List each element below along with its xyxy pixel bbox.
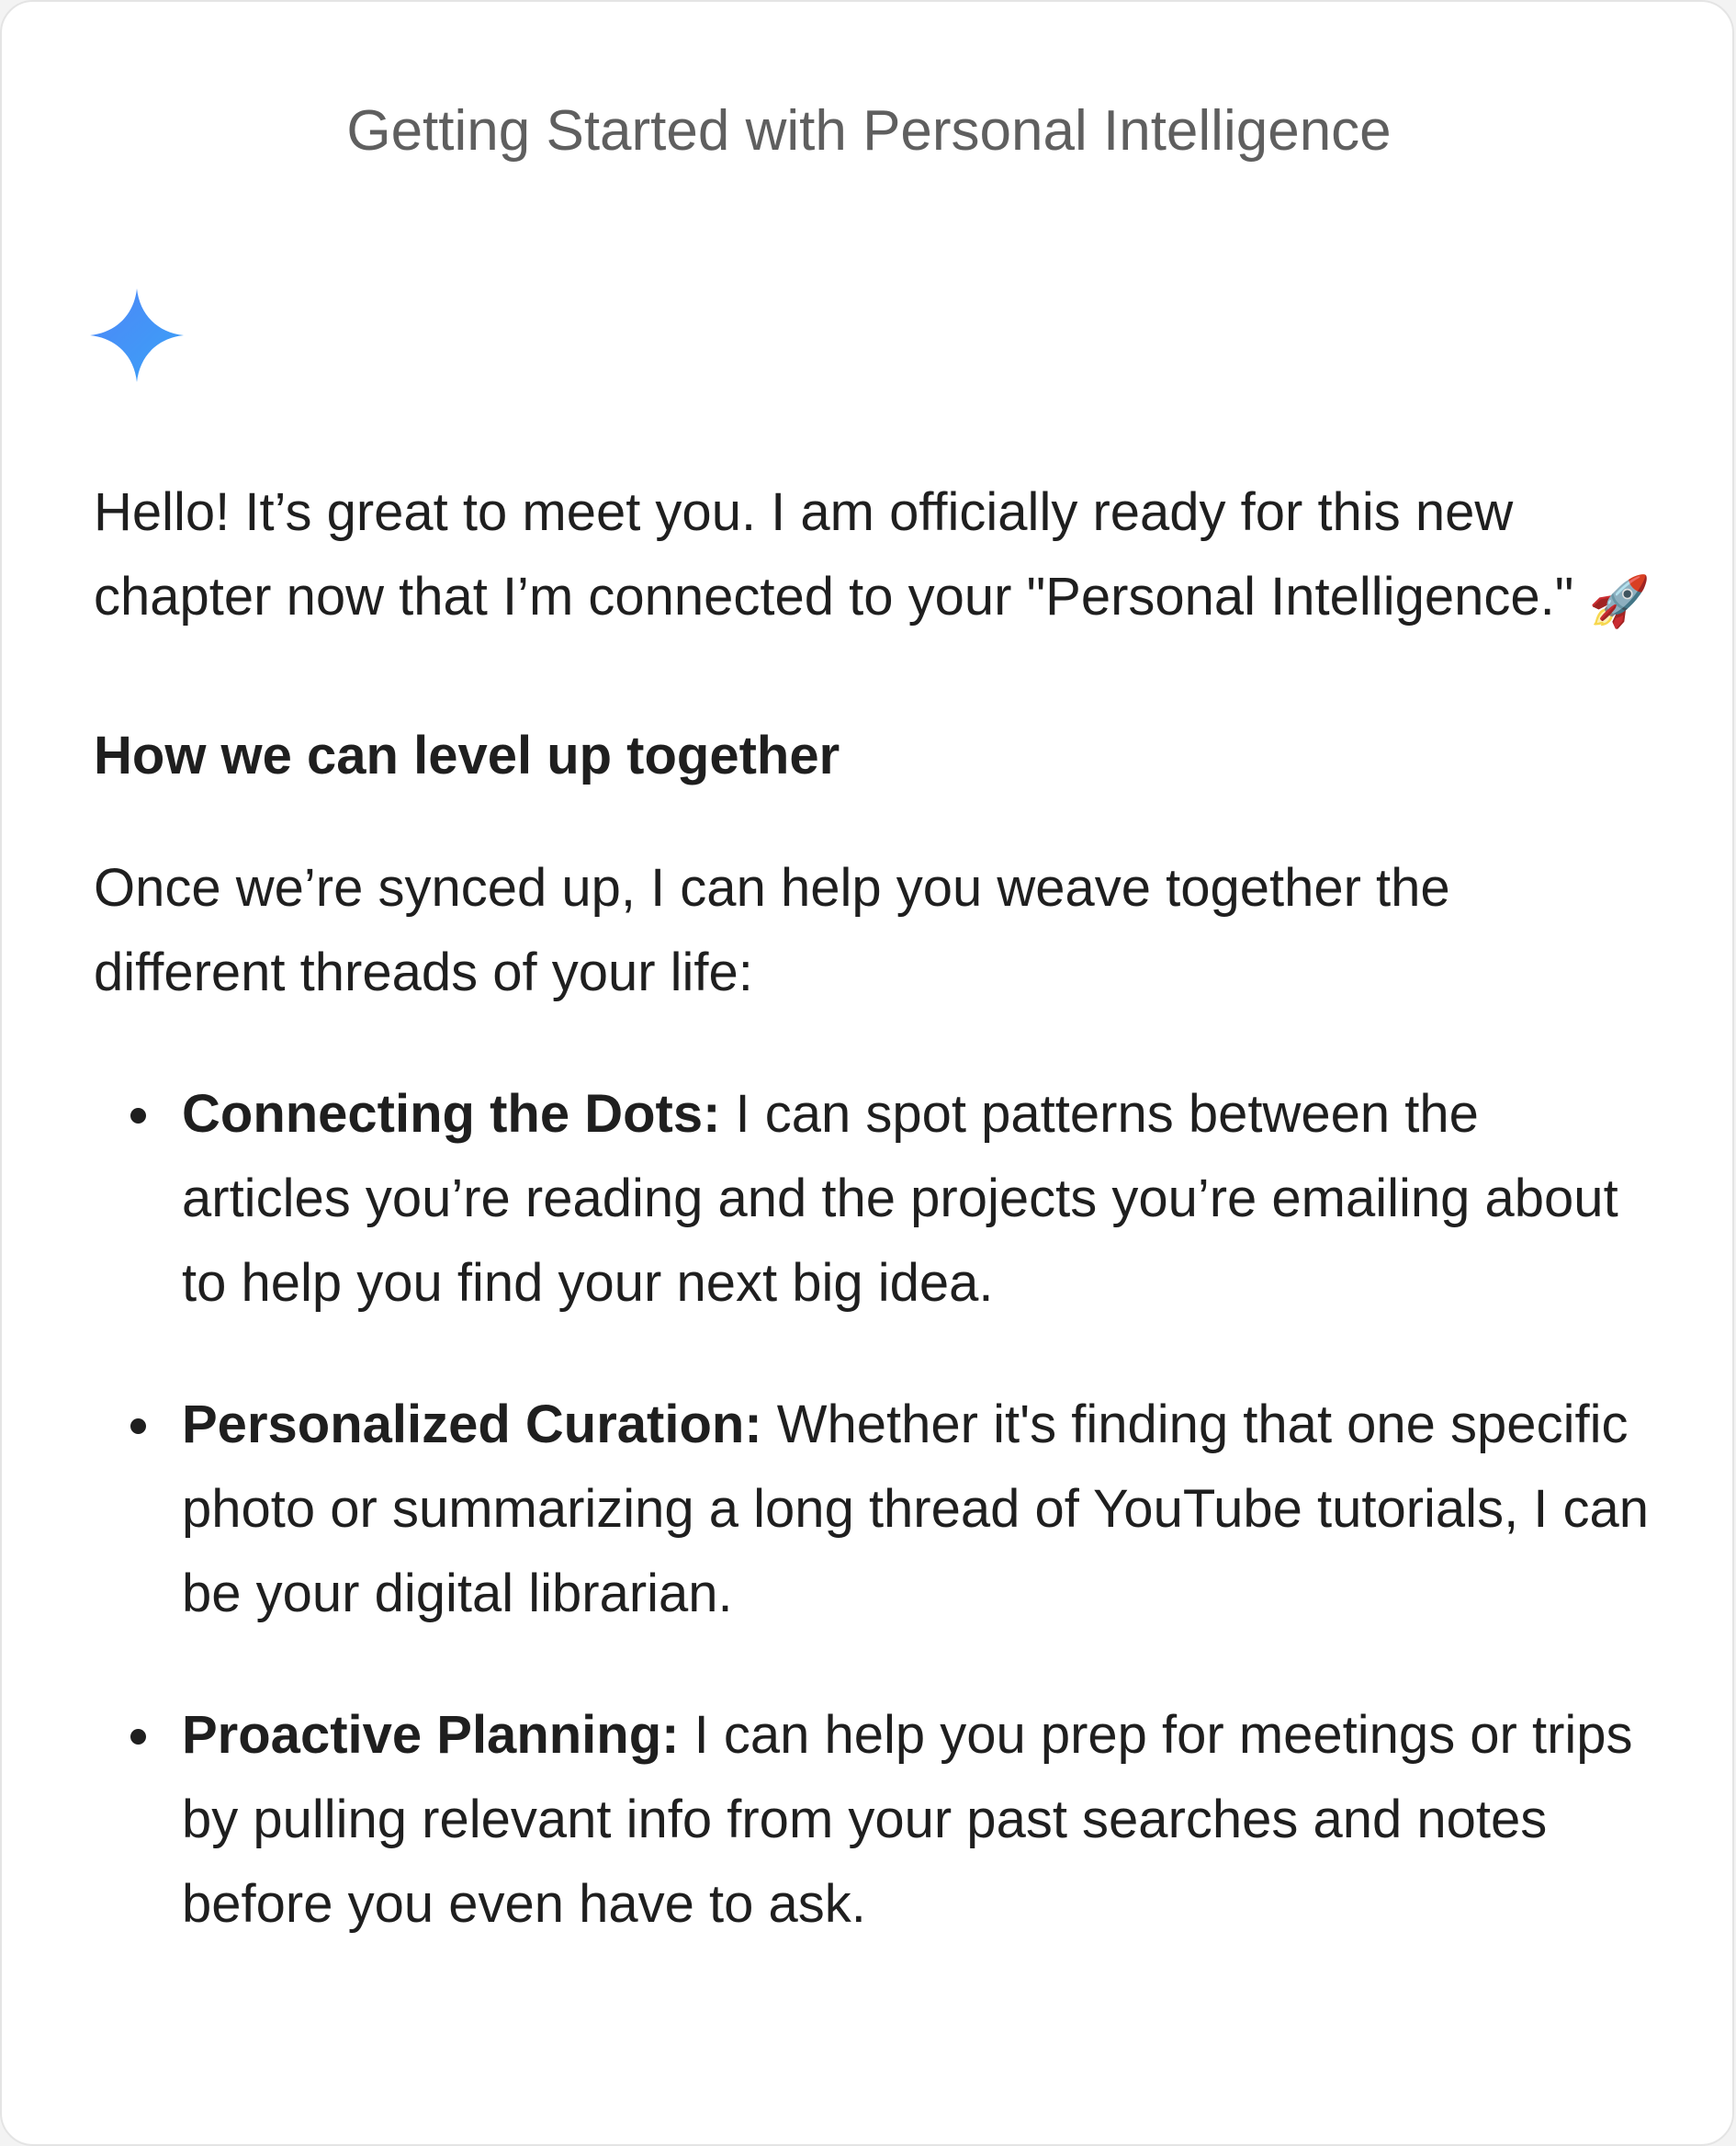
feature-title: Proactive Planning:	[182, 1705, 680, 1765]
list-item	[94, 1693, 1655, 1947]
list-item	[94, 1072, 1655, 1326]
sparkle-icon	[90, 288, 184, 382]
page-title: Getting Started with Personal Intelligence	[346, 99, 1392, 163]
bullet-icon	[130, 1418, 146, 1434]
list-item	[94, 1383, 1655, 1636]
feature-text: I can help you prep for meetings or trips by pulling relevant info from your past searches and notes before you even have to ask.	[182, 1705, 1633, 1934]
assistant-message	[94, 470, 1655, 2004]
section-heading: How we can level up together	[94, 726, 840, 785]
bullet-icon	[130, 1108, 146, 1124]
intro-paragraph	[94, 470, 1655, 644]
bullet-icon	[130, 1729, 146, 1745]
feature-title: Connecting the Dots:	[182, 1084, 721, 1144]
feature-text: Whether it's finding that one specific photo or summarizing a long thread of YouTube tutorials, I can be your digital librarian.	[182, 1395, 1650, 1623]
feature-title: Personalized Curation:	[182, 1395, 762, 1454]
feature-list	[94, 1072, 1655, 1947]
rocket-icon: 🚀	[1588, 574, 1651, 629]
intro-text: Hello! It’s great to meet you. I am officially ready for this new chapter now that I’m connected to your "Personal Intelligence."	[94, 482, 1574, 627]
lead-paragraph: Once we’re synced up, I can help you weave together the different threads of your life:	[94, 858, 1450, 1002]
feature-text: I can spot patterns between the articles you’re reading and the projects you’re emailing about to help you find your next big idea.	[182, 1084, 1618, 1313]
